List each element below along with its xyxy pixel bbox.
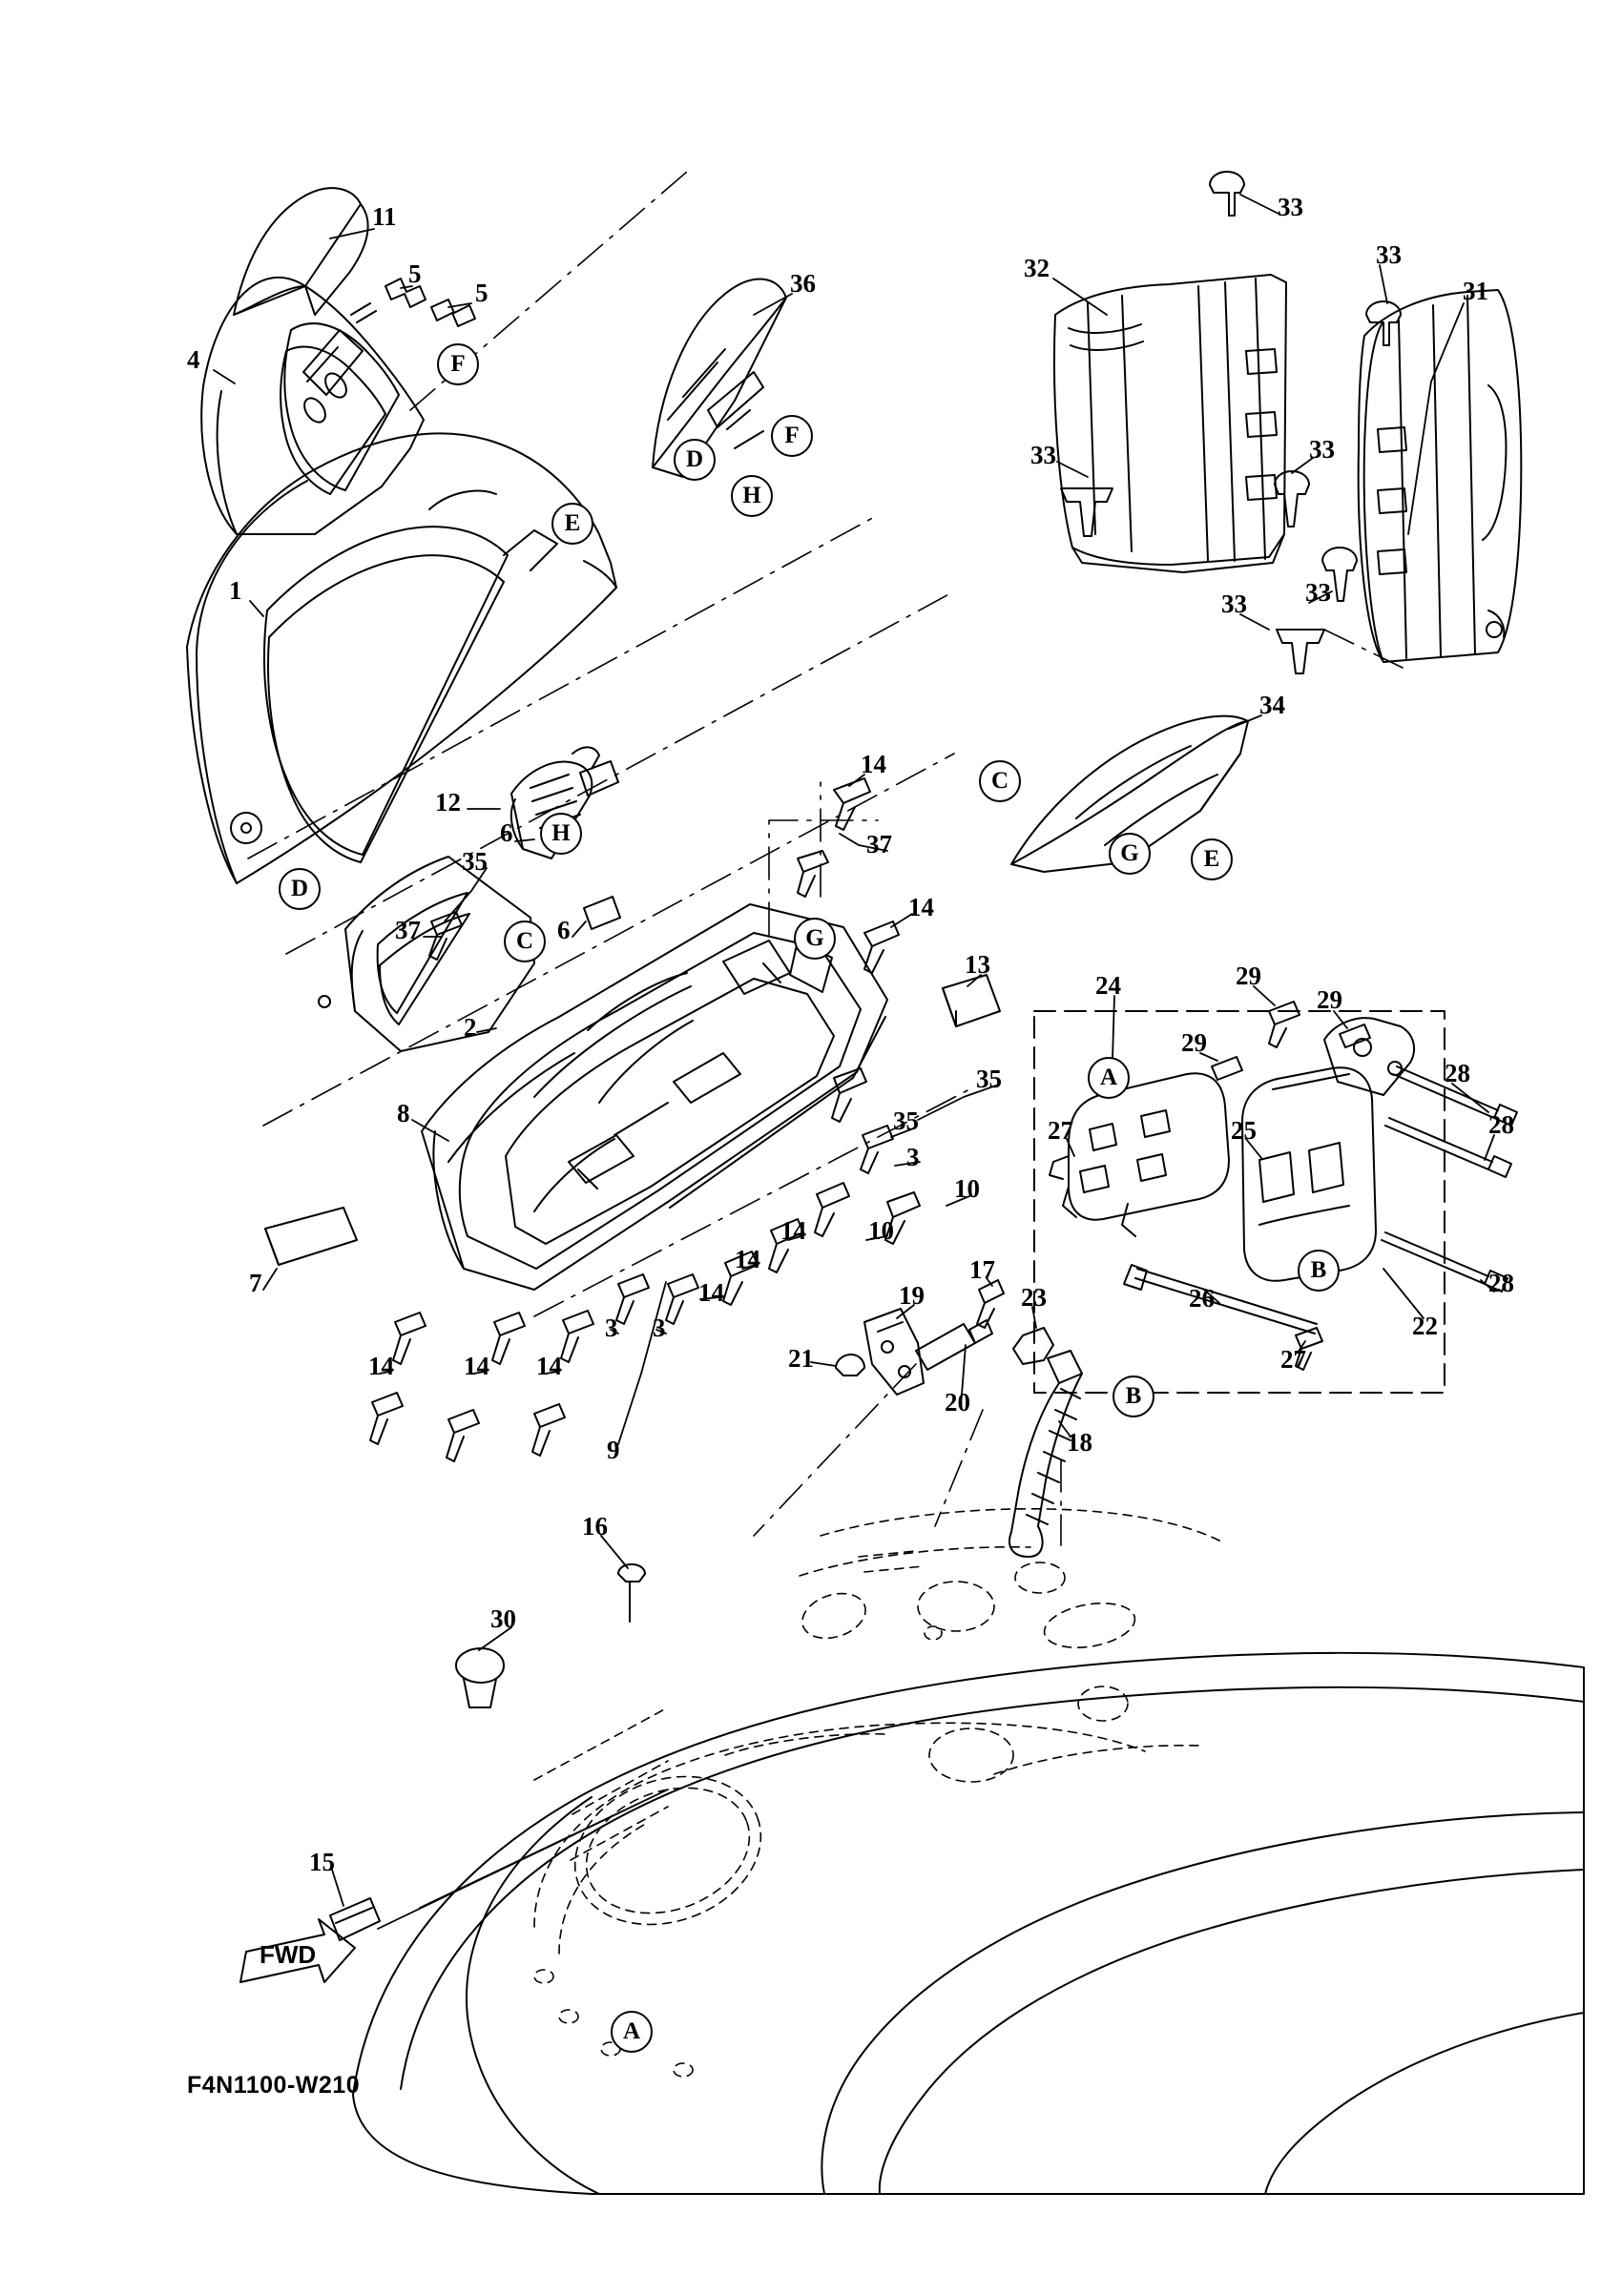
ref-circle-H2: H bbox=[540, 813, 582, 855]
callout-13: 13 bbox=[965, 950, 990, 979]
ref-circle-B2: B bbox=[1113, 1376, 1154, 1417]
callout-15: 15 bbox=[309, 1848, 335, 1876]
callout-17: 17 bbox=[969, 1255, 995, 1284]
callout-18: 18 bbox=[1067, 1428, 1092, 1457]
ref-circle-E1: E bbox=[551, 503, 593, 545]
callout-27a: 27 bbox=[1048, 1116, 1073, 1145]
callout-14e: 14 bbox=[698, 1278, 724, 1307]
ref-circle-F1: F bbox=[437, 343, 479, 385]
part-16-screw bbox=[618, 1564, 645, 1622]
callout-14h: 14 bbox=[368, 1352, 394, 1380]
callout-9: 9 bbox=[607, 1436, 620, 1464]
callout-10b: 10 bbox=[868, 1216, 894, 1245]
callout-22: 22 bbox=[1412, 1312, 1438, 1340]
callout-14b: 14 bbox=[908, 893, 934, 921]
callout-33a: 33 bbox=[1278, 193, 1303, 221]
callout-3b: 3 bbox=[653, 1313, 666, 1342]
callout-26: 26 bbox=[1189, 1284, 1215, 1313]
callout-23: 23 bbox=[1021, 1283, 1047, 1312]
ref-circle-F2: F bbox=[771, 415, 813, 457]
latch-and-damper bbox=[836, 1280, 1082, 1557]
callout-14a: 14 bbox=[861, 750, 886, 778]
callout-30: 30 bbox=[490, 1604, 516, 1633]
callout-33f: 33 bbox=[1305, 578, 1331, 607]
callout-35b: 35 bbox=[976, 1065, 1002, 1093]
callout-35c: 35 bbox=[893, 1107, 919, 1135]
callout-33e: 33 bbox=[1221, 590, 1247, 618]
callout-5a: 5 bbox=[408, 259, 422, 288]
callout-28a: 28 bbox=[1445, 1059, 1470, 1087]
callout-33b: 33 bbox=[1376, 240, 1402, 269]
callout-4: 4 bbox=[187, 345, 200, 374]
callout-14d: 14 bbox=[735, 1245, 760, 1273]
callout-14f: 14 bbox=[536, 1352, 562, 1380]
callout-6a: 6 bbox=[500, 818, 513, 847]
callout-29a: 29 bbox=[1236, 962, 1261, 990]
callout-37a: 37 bbox=[395, 916, 421, 944]
callout-25: 25 bbox=[1231, 1116, 1257, 1145]
callout-35a: 35 bbox=[462, 847, 488, 876]
callout-14c: 14 bbox=[780, 1216, 806, 1245]
ref-circle-G2: G bbox=[1109, 833, 1151, 875]
callout-27b: 27 bbox=[1280, 1345, 1306, 1374]
ref-circle-H1: H bbox=[731, 475, 773, 517]
part-32-tray bbox=[1054, 275, 1286, 572]
callout-36: 36 bbox=[790, 269, 816, 298]
callout-28b: 28 bbox=[1488, 1110, 1514, 1139]
ref-circle-E2: E bbox=[1191, 838, 1233, 880]
callout-16: 16 bbox=[582, 1512, 608, 1541]
callout-33c: 33 bbox=[1030, 441, 1056, 469]
part-30-plug bbox=[456, 1648, 504, 1707]
ref-circle-D2: D bbox=[279, 868, 321, 910]
drawing-code: F4N1100-W210 bbox=[187, 2072, 361, 2099]
callout-20: 20 bbox=[945, 1388, 970, 1417]
ref-circle-G1: G bbox=[794, 918, 836, 960]
callout-10a: 10 bbox=[954, 1174, 980, 1203]
fwd-label: FWD bbox=[260, 1940, 317, 1969]
ref-circle-C1: C bbox=[504, 920, 546, 962]
ref-circle-B1: B bbox=[1298, 1250, 1340, 1292]
callout-24: 24 bbox=[1095, 971, 1121, 1000]
callout-3c: 3 bbox=[605, 1313, 618, 1342]
ref-circle-C2: C bbox=[979, 760, 1021, 802]
callout-11: 11 bbox=[372, 202, 397, 231]
ref-circle-A2: A bbox=[611, 2011, 653, 2053]
callout-5b: 5 bbox=[475, 279, 489, 307]
callout-31: 31 bbox=[1463, 277, 1488, 305]
ref-circle-D1: D bbox=[674, 439, 716, 481]
callout-34: 34 bbox=[1259, 691, 1285, 719]
callout-21: 21 bbox=[788, 1344, 814, 1373]
callout-1: 1 bbox=[229, 576, 242, 605]
hull-outline bbox=[353, 1653, 1584, 2194]
callout-12: 12 bbox=[435, 788, 461, 817]
callout-8: 8 bbox=[397, 1099, 410, 1127]
callout-32: 32 bbox=[1024, 254, 1050, 282]
callout-37b: 37 bbox=[866, 830, 892, 858]
callout-19: 19 bbox=[899, 1281, 925, 1310]
callout-7: 7 bbox=[249, 1269, 262, 1297]
hull-hidden-detail bbox=[534, 1509, 1221, 2077]
callout-3a: 3 bbox=[906, 1143, 920, 1171]
part-4-hood bbox=[201, 278, 424, 534]
ref-circle-A1: A bbox=[1088, 1057, 1130, 1099]
callout-28c: 28 bbox=[1488, 1269, 1514, 1297]
part-11-cover bbox=[234, 188, 368, 315]
part-5-clips bbox=[385, 279, 475, 326]
callout-29b: 29 bbox=[1317, 985, 1342, 1014]
callout-33d: 33 bbox=[1309, 435, 1335, 464]
callout-29c: 29 bbox=[1181, 1028, 1207, 1057]
callout-14g: 14 bbox=[464, 1352, 489, 1380]
callout-2: 2 bbox=[464, 1013, 477, 1042]
callout-6b: 6 bbox=[557, 916, 571, 944]
